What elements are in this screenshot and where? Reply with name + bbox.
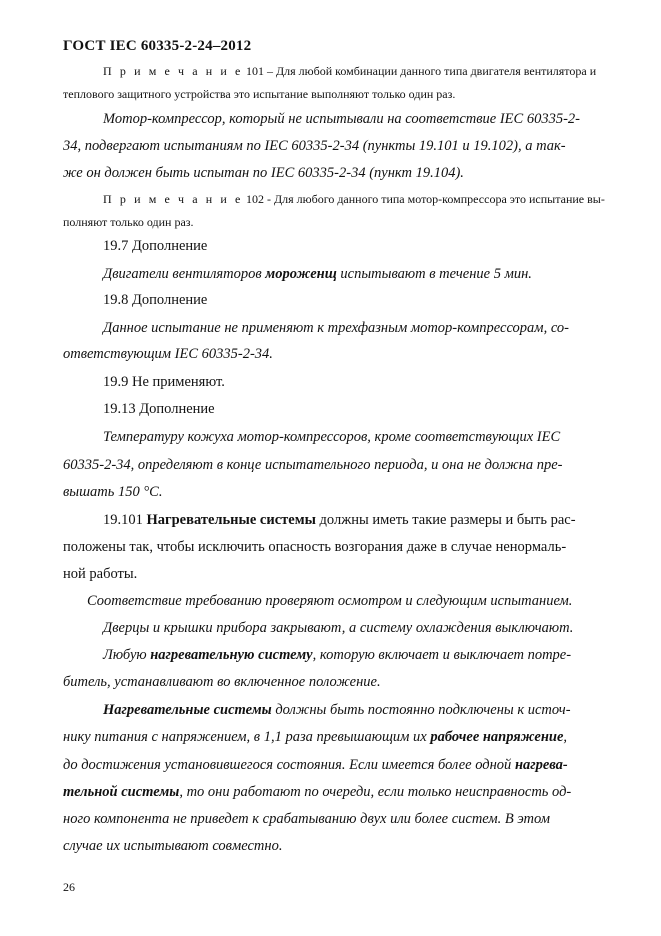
text-run: Двигатели вентиляторов [103, 266, 266, 282]
doors-statement: Дверцы и крышки прибора закрывают, а систему охлаждения выключают. [103, 620, 574, 636]
section-19-7-text [103, 266, 532, 283]
text-run: , которую включает и выключает потре- [312, 647, 572, 663]
bold-term: рабочее напряжение [430, 729, 564, 745]
clause-number: 19.101 [103, 512, 147, 528]
text-run: должны иметь такие размеры и быть рас- [315, 512, 576, 528]
heating-para-line-2 [63, 729, 567, 746]
motor-compressor-line-2: 34, подвергают испытаниям по IEC 60335-2-34 (пункты 19.101 и 19.102), а так- [63, 138, 566, 154]
any-system-line-1 [103, 647, 571, 664]
page-number: 26 [63, 880, 75, 894]
motor-compressor-line-3: же он должен быть испытан по IEC 60335-2-34 (пункт 19.104). [63, 165, 464, 181]
text-run: нику питания с напряжением, в 1,1 раза превышающим их [63, 729, 431, 745]
note-label: П р и м е ч а н и е [103, 192, 243, 206]
note-102-line-2: полняют только один раз. [63, 215, 194, 229]
section-19-101-line-2: положены так, чтобы исключить опасность возгорания даже в случае ненормаль- [63, 539, 567, 555]
note-text: 102 - Для любого данного типа мотор-компрессора это испытание вы- [242, 192, 605, 206]
section-19-9-heading: 19.9 Не применяют. [103, 374, 225, 390]
heating-para-line-3 [63, 757, 568, 774]
any-system-line-2: битель, устанавливают во включенное положение. [63, 674, 381, 690]
text-run: , то они работают по очереди, если только неисправность од- [179, 784, 572, 800]
bold-term: нагревательную систему [150, 647, 313, 663]
bold-term: тельной системы [63, 784, 180, 800]
standard-header: ГОСТ IEC 60335-2-24–2012 [63, 38, 252, 54]
motor-compressor-line-1: Мотор-компрессор, который не испытывали на соответствие IEC 60335-2- [103, 111, 580, 127]
section-19-13-line-2: 60335-2-34, определяют в конце испытательного периода, и она не должна пре- [63, 457, 563, 473]
note-101-line-2: теплового защитного устройства это испытание выполняют только один раз. [63, 87, 456, 101]
section-19-8-line-2: ответствующим IEC 60335-2-34. [63, 346, 273, 362]
heating-para-line-1 [103, 702, 571, 719]
section-19-8-heading: 19.8 Дополнение [103, 292, 208, 308]
heating-para-line-4 [63, 784, 571, 801]
section-19-13-line-3: вышать 150 °С. [63, 484, 163, 500]
heating-para-line-6: случае их испытывают совместно. [63, 838, 283, 854]
note-label: П р и м е ч а н и е [103, 64, 243, 78]
text-run: должны быть постоянно подключены к источ- [271, 702, 571, 718]
bold-term: мороженщ [265, 266, 337, 282]
text-run: до достижения установившегося состояния. Если имеется более одной [63, 757, 515, 773]
section-19-101-line-3: ной работы. [63, 566, 138, 582]
text-run: испытывают в течение 5 мин. [336, 266, 532, 282]
note-102-line-1 [103, 192, 605, 207]
note-101-line-1 [103, 64, 596, 79]
bold-term: Нагревательные системы [146, 512, 316, 528]
bold-term: Нагревательные системы [103, 702, 272, 718]
section-19-7-heading: 19.7 Дополнение [103, 238, 208, 254]
text-run: , [563, 729, 568, 745]
section-19-13-heading: 19.13 Дополнение [103, 401, 215, 417]
text-run: Любую [103, 647, 151, 663]
bold-term: нагрева- [514, 757, 568, 773]
heating-para-line-5: ного компонента не приведет к срабатыванию двух или более систем. В этом [63, 811, 550, 827]
note-text: 101 – Для любой комбинации данного типа двигателя вентилятора и [242, 64, 597, 78]
section-19-101-line-1 [103, 512, 576, 529]
compliance-statement: Соответствие требованию проверяют осмотром и следующим испытанием. [87, 593, 573, 609]
section-19-8-line-1: Данное испытание не применяют к трехфазным мотор-компрессорам, со- [103, 320, 569, 336]
section-19-13-line-1: Температуру кожуха мотор-компрессоров, кроме соответствующих IEC [103, 429, 561, 445]
